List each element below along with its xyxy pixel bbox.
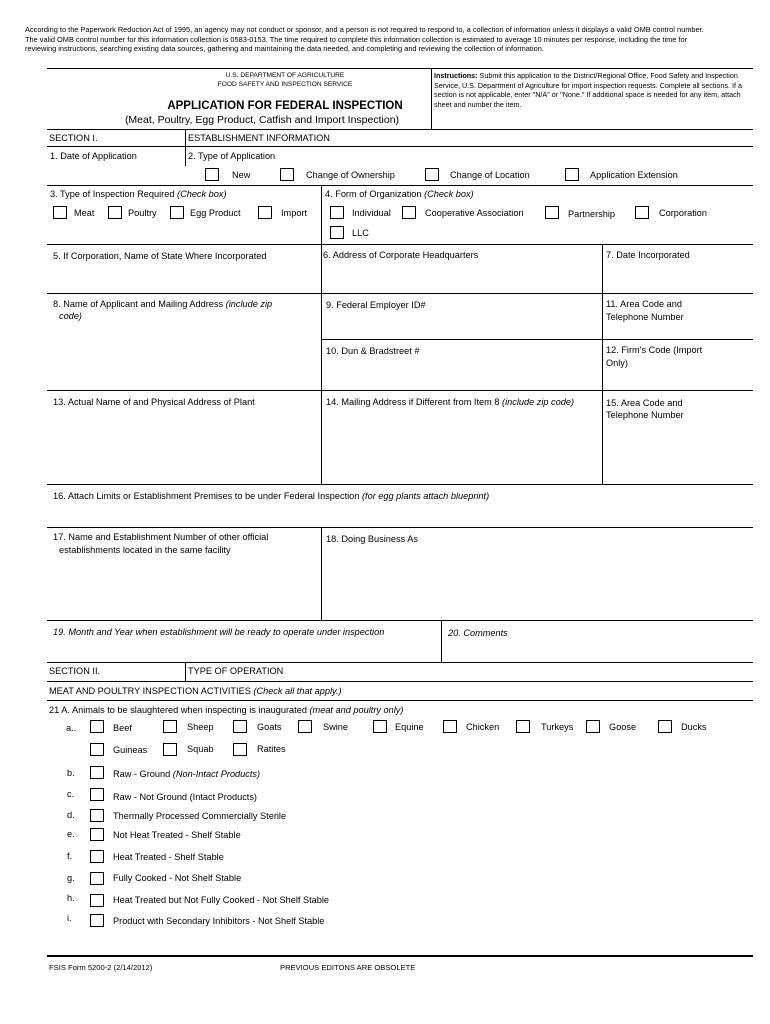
checkbox-new[interactable] <box>205 168 219 181</box>
field-12-line-2: Only) <box>606 358 628 368</box>
checkbox-raw-not-ground[interactable] <box>90 788 104 801</box>
field-3-label <box>50 189 227 200</box>
field-8-text: 8. Name of Applicant and Mailing Address <box>53 299 224 309</box>
field-18-dba[interactable]: 18. Doing Business As <box>326 534 418 544</box>
label-turkeys: Turkeys <box>541 722 574 732</box>
field-16-label[interactable] <box>53 491 489 502</box>
field-19-ready-date[interactable]: 19. Month and Year when establishment will be ready to operate under inspection <box>53 627 385 637</box>
field-11-line-2: Telephone Number <box>606 312 684 322</box>
label-import: Import <box>281 208 308 218</box>
label-cooperative: Cooperative Association <box>425 208 524 218</box>
item-f-label: Heat Treated - Shelf Stable <box>113 852 224 862</box>
item-g-letter: g. <box>67 873 75 883</box>
checkbox-goose[interactable] <box>586 720 600 733</box>
field-2-type-of-application: 2. Type of Application <box>188 151 276 161</box>
item-g-label: Fully Cooked - Not Shelf Stable <box>113 873 242 883</box>
checkbox-turkeys[interactable] <box>516 720 530 733</box>
field-5-state-incorporated[interactable]: 5. If Corporation, Name of State Where Incorporated <box>53 251 267 261</box>
field-1-date-of-application[interactable]: 1. Date of Application <box>50 151 137 161</box>
field-3-note: (Check box) <box>177 189 227 199</box>
label-guineas: Guineas <box>113 745 148 755</box>
checkbox-fully-cooked[interactable] <box>90 872 104 885</box>
label-swine: Swine <box>323 722 349 732</box>
field-8-label[interactable] <box>53 299 272 310</box>
section-2-title: TYPE OF OPERATION <box>188 666 284 676</box>
checkbox-heat-treated-shelf-stable[interactable] <box>90 850 104 863</box>
instructions-text: Submit this application to the District/Regional Office, Food Safety and Inspection Service, U.S. Department of Agriculture for import inspection requests. Complete all sections. If a section is not applicable, enter "N/A" or "None." If additional space is needed for any item, attach sheet and number the item. <box>434 71 742 109</box>
item-d-label: Thermally Processed Commercially Sterile <box>113 811 287 821</box>
item-h-label: Heat Treated but Not Fully Cooked - Not Shelf Stable <box>113 895 330 905</box>
field-14-note: (include zip code) <box>502 397 575 407</box>
checkbox-beef[interactable] <box>90 720 104 733</box>
item-c-label: Raw - Not Ground (Intact Products) <box>113 792 257 802</box>
question-21a-note: (meat and poultry only) <box>309 705 404 715</box>
paperwork-notice: According to the Paperwork Reduction Act of 1995, an agency may not conduct or sponsor, and a person is not required to respond to, a collection of information unless it displays a valid OMB control number. The valid OMB control number for this information collection is 0583-0153. The time required to complete this information collection is estimated to average 10 minutes per response, including the time for reviewing instructions, searching existing data sources, gathering and maintaining the data needed, and completing and reviewing the collection of information. <box>25 25 704 54</box>
field-20-comments[interactable]: 20. Comments <box>448 628 508 638</box>
checkbox-squab[interactable] <box>163 743 177 756</box>
field-17-line-1[interactable]: 17. Name and Establishment Number of other official <box>53 532 269 542</box>
field-4-label <box>325 189 474 200</box>
item-i-letter: i. <box>67 913 72 923</box>
field-16-text: 16. Attach Limits or Establishment Premises to be under Federal Inspection <box>53 491 360 501</box>
section-1-title: ESTABLISHMENT INFORMATION <box>188 133 330 143</box>
activities-label: MEAT AND POULTRY INSPECTION ACTIVITIES <box>49 686 251 696</box>
field-15-line-1[interactable]: 15. Area Code and <box>606 398 683 408</box>
checkbox-equine[interactable] <box>373 720 387 733</box>
checkbox-not-heat-treated[interactable] <box>90 828 104 841</box>
item-e-label: Not Heat Treated - Shelf Stable <box>113 830 241 840</box>
checkbox-import[interactable] <box>258 206 272 219</box>
checkbox-meat[interactable] <box>53 206 67 219</box>
field-17-line-2: establishments located in the same facility <box>59 545 231 555</box>
label-change-ownership: Change of Ownership <box>306 170 395 180</box>
item-h-letter: h. <box>67 893 75 903</box>
label-beef: Beef <box>113 723 132 733</box>
field-3-text: 3. Type of Inspection Required <box>50 189 175 199</box>
checkbox-swine[interactable] <box>298 720 312 733</box>
section-1-label: SECTION I. <box>49 133 98 143</box>
checkbox-ratites[interactable] <box>233 743 247 756</box>
label-partnership: Partnership <box>568 209 615 219</box>
agency-line-1: U.S. DEPARTMENT OF AGRICULTURE <box>225 72 345 79</box>
label-corporation: Corporation <box>659 208 708 218</box>
label-new: New <box>232 170 251 180</box>
item-i-label: Product with Secondary Inhibitors - Not Shelf Stable <box>113 916 325 926</box>
label-egg-product: Egg Product <box>190 208 241 218</box>
checkbox-change-ownership[interactable] <box>280 168 294 181</box>
checkbox-change-location[interactable] <box>425 168 439 181</box>
item-f-letter: f. <box>67 851 73 861</box>
agency-line-2: FOOD SAFETY AND INSPECTION SERVICE <box>217 81 353 88</box>
checkbox-individual[interactable] <box>330 206 344 219</box>
label-ducks: Ducks <box>681 722 707 732</box>
field-12-line-1[interactable]: 12. Firm's Code (Import <box>606 345 703 355</box>
item-b-letter: b. <box>67 768 75 778</box>
field-13-plant-address[interactable]: 13. Actual Name of and Physical Address of Plant <box>53 397 255 407</box>
checkbox-goats[interactable] <box>233 720 247 733</box>
item-b-note: (Non-Intact Products) <box>172 769 261 779</box>
field-14-label[interactable] <box>326 397 574 408</box>
field-16-note: (for egg plants attach blueprint) <box>361 491 490 501</box>
item-a-letter: a.. <box>66 723 77 733</box>
field-8-note-2: code) <box>59 311 82 321</box>
checkbox-guineas[interactable] <box>90 743 104 756</box>
item-c-letter: c. <box>67 789 75 799</box>
label-change-location: Change of Location <box>450 170 530 180</box>
checkbox-partnership[interactable] <box>545 206 559 219</box>
activities-note: (Check all that apply.) <box>253 686 342 696</box>
item-b-text: Raw - Ground <box>113 769 171 779</box>
checkbox-egg-product[interactable] <box>170 206 184 219</box>
item-e-letter: e. <box>67 829 75 839</box>
label-meat: Meat <box>74 208 95 218</box>
checkbox-heat-treated-not-fully-cooked[interactable] <box>90 894 104 907</box>
item-b-label <box>113 769 260 780</box>
label-squab: Squab <box>187 744 214 754</box>
form-subtitle: (Meat, Poultry, Egg Product, Catfish and Import Inspection) <box>124 114 400 126</box>
label-llc: LLC <box>352 228 369 238</box>
checkbox-secondary-inhibitors[interactable] <box>90 914 104 927</box>
activities-heading <box>49 686 342 697</box>
checkbox-llc[interactable] <box>330 226 344 239</box>
checkbox-poultry[interactable] <box>108 206 122 219</box>
field-6-corporate-hq[interactable]: 6. Address of Corporate Headquarters <box>323 250 479 260</box>
checkbox-application-extension[interactable] <box>565 168 579 181</box>
label-goose: Goose <box>609 722 637 732</box>
form-number: FSIS Form 5200-2 (2/14/2012) <box>49 963 153 972</box>
field-9-employer-id[interactable]: 9. Federal Employer ID# <box>326 300 426 310</box>
label-poultry: Poultry <box>128 208 157 218</box>
field-14-text: 14. Mailing Address if Different from Item 8 <box>326 397 500 407</box>
field-7-date-incorporated[interactable]: 7. Date Incorporated <box>606 250 690 260</box>
checkbox-corporation[interactable] <box>635 206 649 219</box>
checkbox-sheep[interactable] <box>163 720 177 733</box>
field-10-dun-bradstreet[interactable]: 10. Dun & Bradstreet # <box>326 346 420 356</box>
label-chicken: Chicken <box>466 722 500 732</box>
label-ratites: Ratites <box>257 744 286 754</box>
checkbox-ducks[interactable] <box>658 720 672 733</box>
field-4-text: 4. Form of Organization <box>325 189 422 199</box>
obsolete-notice: PREVIOUS EDITONS ARE OBSOLETE <box>280 963 416 972</box>
label-sheep: Sheep <box>187 722 214 732</box>
form-title: APPLICATION FOR FEDERAL INSPECTION <box>167 100 403 112</box>
field-11-line-1[interactable]: 11. Area Code and <box>606 299 682 309</box>
label-equine: Equine <box>395 722 424 732</box>
checkbox-cooperative[interactable] <box>402 206 416 219</box>
instructions-label: Instructions: <box>434 71 478 80</box>
field-8-note: (include zip <box>225 299 273 309</box>
question-21a <box>49 705 403 716</box>
label-goats: Goats <box>257 722 282 732</box>
label-application-extension: Application Extension <box>590 170 678 180</box>
section-2-label: SECTION II. <box>49 666 101 676</box>
question-21a-text: 21 A. Animals to be slaughtered when inspecting is inaugurated <box>49 705 307 715</box>
instructions <box>434 71 752 109</box>
checkbox-thermally-processed[interactable] <box>90 809 104 822</box>
field-15-line-2: Telephone Number <box>606 410 684 420</box>
checkbox-chicken[interactable] <box>443 720 457 733</box>
field-4-note: (Check box) <box>424 189 474 199</box>
item-d-letter: d. <box>67 810 75 820</box>
label-individual: Individual <box>352 208 391 218</box>
checkbox-raw-ground[interactable] <box>90 766 104 779</box>
